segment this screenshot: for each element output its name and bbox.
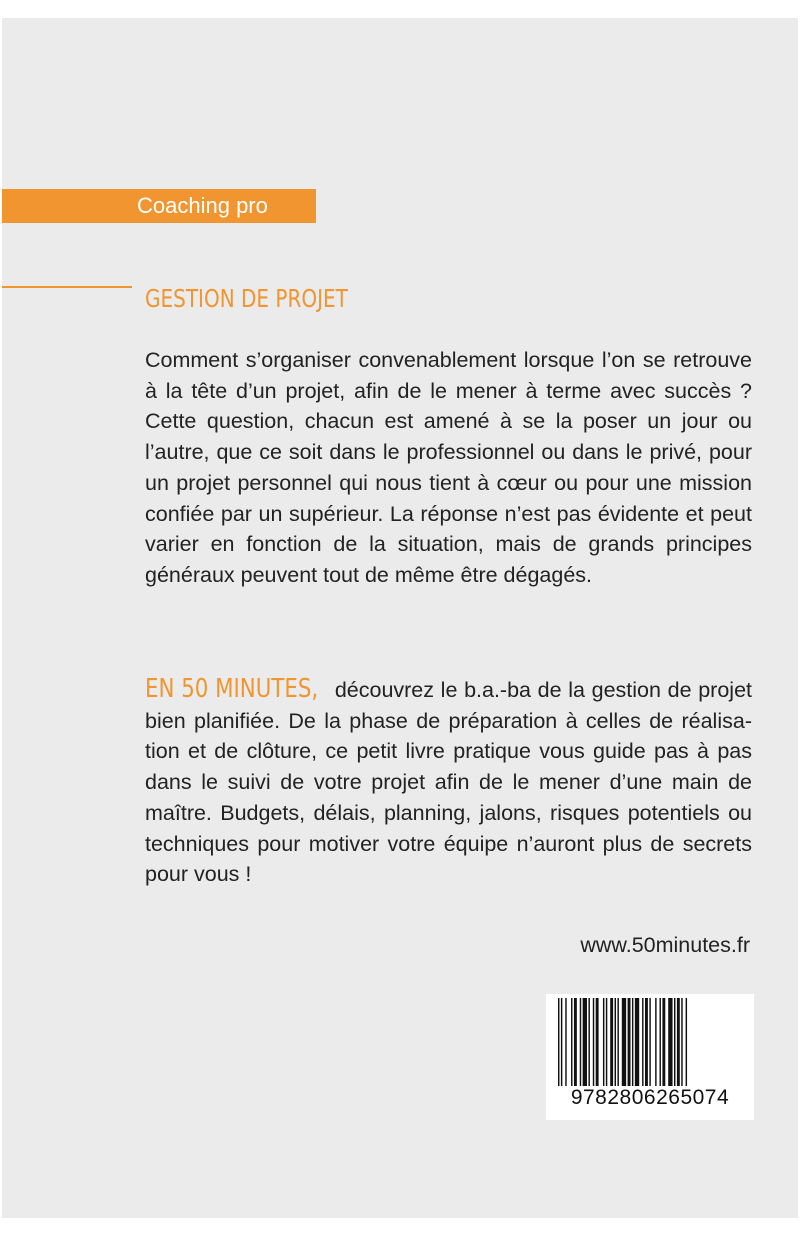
barcode-bar bbox=[628, 998, 631, 1086]
barcode-bar bbox=[606, 998, 607, 1086]
barcode-bar bbox=[635, 998, 639, 1086]
barcode bbox=[546, 994, 754, 1120]
barcode-bar bbox=[681, 998, 682, 1086]
blurb-paragraph-2-text: découvrez le b.a.-ba de la gestion de projet bien planifiée. De la phase de préparation à celles de réalisation et de clôture, ce petit livre pratique vous guide pas à pas dans le suivi de votre projet afin de le mener d’une main de maître. Budgets, délais, planning, jalons, risques potentiels ou techniques pour motiver votre équipe n’auront plus de secrets pour vous ! bbox=[145, 678, 752, 887]
back-cover bbox=[2, 18, 798, 1218]
barcode-bar bbox=[610, 998, 613, 1086]
barcode-bar bbox=[662, 998, 665, 1086]
barcode-bar bbox=[660, 998, 661, 1086]
barcode-bar bbox=[674, 998, 675, 1086]
barcode-bar bbox=[588, 998, 589, 1086]
barcode-bar bbox=[668, 998, 672, 1086]
barcode-bar bbox=[686, 998, 687, 1086]
barcode-bar bbox=[574, 998, 577, 1086]
barcode-bar bbox=[558, 998, 559, 1086]
blurb-paragraph-1: Comment s’organiser convenablement lorsque l’on se retrouve à la tête d’un projet, afin de le mener à terme avec succès ? Cette question, chacun est amené à se la poser un jour ou l’autre, que ce soit dans le professionnel ou dans le privé, pour un projet personnel qui nous tient à cœur ou pour une mission confiée par un supérieur. La réponse n’est pas évidente et peut varier en fonction de la situation, mais de grands principes généraux peuvent tout de même être dégagés. bbox=[145, 348, 752, 587]
barcode-bar bbox=[655, 998, 656, 1086]
book-title: GESTION DE PROJET bbox=[145, 284, 348, 313]
blurb-paragraph-2 bbox=[145, 674, 752, 890]
barcode-bar bbox=[603, 998, 604, 1086]
title-rule bbox=[2, 286, 132, 288]
barcode-bar bbox=[617, 998, 618, 1086]
barcode-bar bbox=[632, 998, 633, 1086]
barcode-bar bbox=[645, 998, 648, 1086]
barcode-bar bbox=[622, 998, 626, 1086]
category-label: Coaching pro bbox=[137, 193, 268, 218]
barcode-bar bbox=[571, 998, 572, 1086]
barcode-bar bbox=[593, 998, 594, 1086]
barcode-bar bbox=[649, 998, 650, 1086]
barcode-bar bbox=[565, 998, 566, 1086]
barcode-bar bbox=[583, 998, 587, 1086]
category-band bbox=[2, 189, 316, 223]
emphasis-lead: EN 50 MINUTES, bbox=[145, 674, 319, 704]
barcode-bar bbox=[642, 998, 643, 1086]
barcode-bar bbox=[677, 998, 680, 1086]
barcode-bar bbox=[596, 998, 599, 1086]
barcode-bar bbox=[615, 998, 616, 1086]
website-url: www.50minutes.fr bbox=[580, 933, 750, 957]
barcode-bars bbox=[558, 998, 742, 1086]
isbn-digits: 9782806265074 bbox=[570, 1086, 730, 1109]
barcode-bar bbox=[580, 998, 581, 1086]
barcode-bar bbox=[561, 998, 562, 1086]
